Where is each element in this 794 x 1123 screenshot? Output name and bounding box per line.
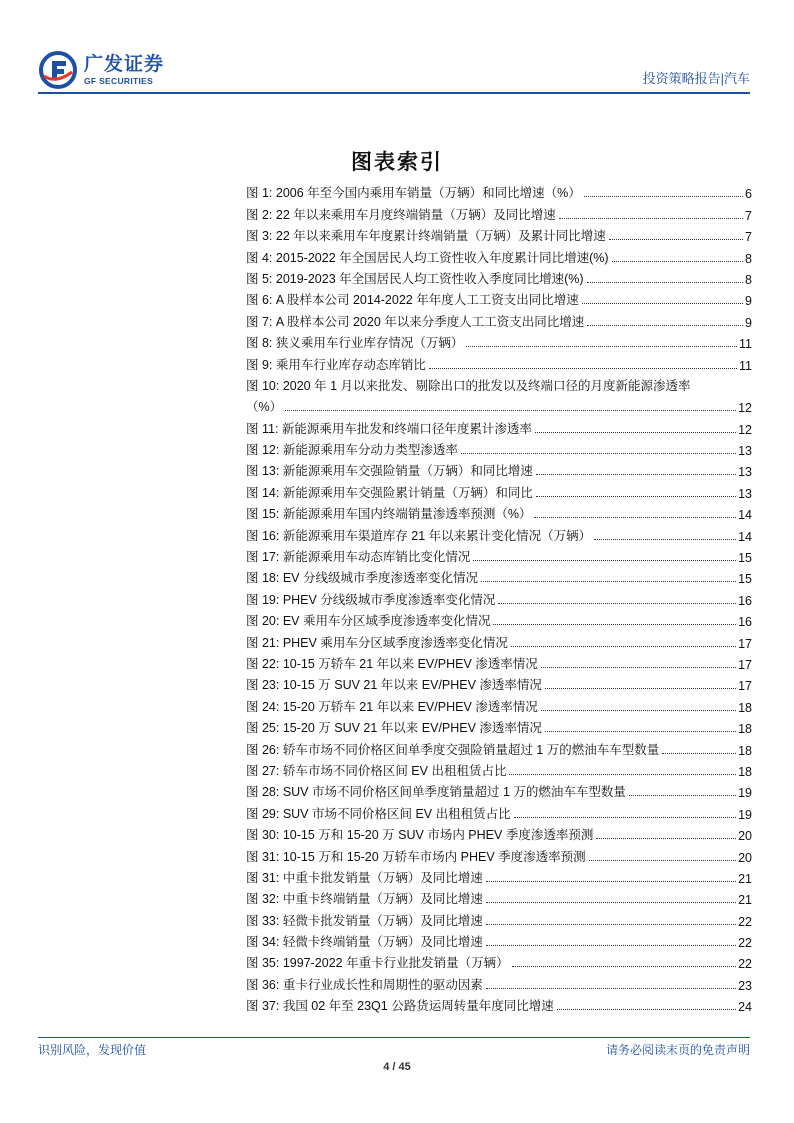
toc-entry-label: 图 24: 15-20 万轿车 21 年以来 EV/PHEV 渗透率情况 <box>246 699 538 714</box>
toc-entry-label: 图 31: 10-15 万和 15-20 万轿车市场内 PHEV 季度渗透率预测 <box>246 849 586 864</box>
toc-leader-dots <box>486 902 736 903</box>
toc-entry[interactable] <box>246 886 752 907</box>
toc-leader-dots <box>536 496 736 497</box>
toc-entry-label: 图 34: 轻微卡终端销量（万辆）及同比增速 <box>246 935 483 950</box>
brand-name-cn: 广发证券 <box>84 53 165 75</box>
toc-entry[interactable] <box>246 223 752 244</box>
toc-leader-dots <box>587 282 743 283</box>
toc-entry[interactable] <box>246 779 752 800</box>
toc-entry-label: 图 21: PHEV 乘用车分区域季度渗透率变化情况 <box>246 635 508 650</box>
toc-entry-page: 22 <box>738 936 752 951</box>
toc-leader-dots <box>481 581 736 582</box>
toc-entry-page: 13 <box>738 465 752 480</box>
toc-entry-page: 8 <box>745 272 752 287</box>
toc-entry-page: 9 <box>745 294 752 309</box>
footer-divider <box>38 1037 750 1038</box>
toc-entry-label: 图 35: 1997-2022 年重卡行业批发销量（万辆） <box>246 956 509 971</box>
toc-entry-page: 20 <box>738 829 752 844</box>
toc-entry[interactable] <box>246 715 752 736</box>
gf-logo-icon <box>38 50 78 90</box>
toc-entry[interactable] <box>246 800 752 821</box>
toc-entry-label: （%） <box>246 400 283 415</box>
toc-entry[interactable] <box>246 180 752 201</box>
toc-entry[interactable] <box>246 458 752 479</box>
toc-entry-page: 22 <box>738 914 752 929</box>
toc-entry[interactable] <box>246 201 752 222</box>
toc-leader-dots <box>589 860 736 861</box>
toc-entry-page: 23 <box>738 978 752 993</box>
toc-entry-label: 图 23: 10-15 万 SUV 21 年以来 EV/PHEV 渗透率情况 <box>246 678 542 693</box>
toc-entry-page: 7 <box>745 230 752 245</box>
toc-leader-dots <box>559 218 743 219</box>
toc-leader-dots <box>596 838 736 839</box>
toc-leader-dots <box>498 603 736 604</box>
toc-entry-label: 图 17: 新能源乘用车动态库销比变化情况 <box>246 550 471 565</box>
toc-leader-dots <box>461 453 736 454</box>
toc-entry-page: 15 <box>738 551 752 566</box>
toc-entry-page: 12 <box>738 401 752 416</box>
toc-entry[interactable] <box>246 437 752 458</box>
toc-entry-page: 13 <box>738 486 752 501</box>
toc-leader-dots <box>429 368 737 369</box>
toc-leader-dots <box>466 346 737 347</box>
toc-entry-label: 图 12: 新能源乘用车分动力类型渗透率 <box>246 443 458 458</box>
toc-entry-label: 图 5: 2019-2023 年全国居民人均工资性收入季度同比增速(%) <box>246 271 584 286</box>
toc-leader-dots <box>486 988 736 989</box>
toc-entry-label: 图 11: 新能源乘用车批发和终端口径年度累计渗透率 <box>246 421 532 436</box>
toc-leader-dots <box>512 966 737 967</box>
toc-entry-page: 19 <box>738 807 752 822</box>
toc-leader-dots <box>536 474 736 475</box>
toc-entry-page: 17 <box>738 657 752 672</box>
toc-leader-dots <box>514 817 736 818</box>
toc-leader-dots <box>609 239 743 240</box>
toc-leader-dots <box>629 795 736 796</box>
toc-entry[interactable] <box>246 394 752 415</box>
company-logo <box>38 50 164 90</box>
toc-leader-dots <box>662 753 736 754</box>
toc-entry-label: 图 36: 重卡行业成长性和周期性的驱动因素 <box>246 977 483 992</box>
page-header <box>0 0 794 100</box>
toc-entry-page: 21 <box>738 893 752 908</box>
toc-entry-label: 图 20: EV 乘用车分区域季度渗透率变化情况 <box>246 614 491 629</box>
toc-entry-label: 图 26: 轿车市场不同价格区间单季度交强险销量超过 1 万的燃油车车型数量 <box>246 742 660 757</box>
toc-entry-page: 11 <box>739 337 752 352</box>
toc-leader-dots <box>582 303 743 304</box>
toc-entry[interactable] <box>246 608 752 629</box>
footer-slogan: 识别风险，发现价值 <box>38 1043 147 1057</box>
toc-entry[interactable] <box>246 522 752 543</box>
toc-entry-label: 图 30: 10-15 万和 15-20 万 SUV 市场内 PHEV 季度渗透率预测 <box>246 828 594 843</box>
toc-entry-label: 图 33: 轻微卡批发销量（万辆）及同比增速 <box>246 913 483 928</box>
toc-entry-label: 图 14: 新能源乘用车交强险累计销量（万辆）和同比 <box>246 485 533 500</box>
toc-leader-dots <box>587 325 743 326</box>
toc-leader-dots <box>486 945 736 946</box>
brand-name-en: GF SECURITIES <box>84 75 154 86</box>
toc-entry[interactable] <box>246 373 752 394</box>
toc-entry-page: 20 <box>738 850 752 865</box>
toc-leader-dots <box>545 731 736 732</box>
toc-entry[interactable] <box>246 479 752 500</box>
toc-entry[interactable] <box>246 929 752 950</box>
toc-leader-dots <box>473 560 736 561</box>
toc-entry[interactable] <box>246 971 752 992</box>
toc-entry[interactable] <box>246 629 752 650</box>
toc-entry-page: 22 <box>738 957 752 972</box>
toc-entry[interactable] <box>246 993 752 1014</box>
toc-leader-dots <box>541 710 736 711</box>
toc-entry[interactable] <box>246 266 752 287</box>
toc-entry-label: 图 8: 狭义乘用车行业库存情况（万辆） <box>246 336 464 351</box>
toc-entry-label: 图 7: A 股样本公司 2020 年以来分季度人工工资支出同比增速 <box>246 314 585 329</box>
toc-entry-label: 图 22: 10-15 万轿车 21 年以来 EV/PHEV 渗透率情况 <box>246 656 538 671</box>
toc-entry-page: 18 <box>738 700 752 715</box>
toc-entry-label: 图 9: 乘用车行业库存动态库销比 <box>246 357 426 372</box>
toc-entry-label: 图 2: 22 年以来乘用车月度终端销量（万辆）及同比增速 <box>246 207 556 222</box>
footer-disclaimer: 请务必阅读末页的免责声明 <box>605 1043 750 1057</box>
toc-entry[interactable] <box>246 907 752 928</box>
toc-entry-page: 15 <box>738 572 752 587</box>
toc-entry-label: 图 28: SUV 市场不同价格区间单季度销量超过 1 万的燃油车车型数量 <box>246 785 626 800</box>
toc-entry[interactable] <box>246 330 752 351</box>
toc-leader-dots <box>486 881 736 882</box>
toc-leader-dots <box>511 646 736 647</box>
toc-entry-page: 9 <box>745 315 752 330</box>
toc-entry-label: 图 18: EV 分线级城市季度渗透率变化情况 <box>246 571 478 586</box>
toc-entry-page: 18 <box>738 722 752 737</box>
toc-leader-dots <box>534 517 736 518</box>
toc-entry-label: 图 31: 中重卡批发销量（万辆）及同比增速 <box>246 870 483 885</box>
toc-leader-dots <box>285 410 736 411</box>
toc-entry-page: 19 <box>738 786 752 801</box>
toc-entry[interactable] <box>246 586 752 607</box>
toc-entry-label: 图 16: 新能源乘用车渠道库存 21 年以来累计变化情况（万辆） <box>246 528 592 543</box>
toc-entry-label: 图 19: PHEV 分线级城市季度渗透率变化情况 <box>246 592 496 607</box>
toc-leader-dots <box>612 261 743 262</box>
toc-leader-dots <box>557 1009 736 1010</box>
page-number: 4 / 45 <box>383 1061 411 1073</box>
toc-entry[interactable] <box>246 693 752 714</box>
toc-entry[interactable] <box>246 672 752 693</box>
toc-entry-page: 16 <box>738 615 752 630</box>
toc-entry-label: 图 13: 新能源乘用车交强险销量（万辆）和同比增速 <box>246 464 533 479</box>
toc-entry-page: 14 <box>738 508 752 523</box>
toc-entry-page: 14 <box>738 529 752 544</box>
toc-entry[interactable] <box>246 736 752 757</box>
toc-entry-page: 18 <box>738 764 752 779</box>
toc-leader-dots <box>493 624 736 625</box>
toc-entry-label: 图 15: 新能源乘用车国内终端销量渗透率预测（%） <box>246 507 532 522</box>
toc-entry-page: 11 <box>739 358 752 373</box>
toc-entry-label: 图 1: 2006 年至今国内乘用车销量（万辆）和同比增速（%） <box>246 186 581 201</box>
page-title: 图表索引 <box>351 150 443 174</box>
toc-entry-page: 18 <box>738 743 752 758</box>
toc-leader-dots <box>545 688 736 689</box>
report-type: 投资策略报告|汽车 <box>642 71 750 86</box>
toc-entry[interactable] <box>246 351 752 372</box>
toc-entry-label: 图 6: A 股样本公司 2014-2022 年年度人工工资支出同比增速 <box>246 293 579 308</box>
toc-entry-label: 图 37: 我国 02 年至 23Q1 公路货运周转量年度同比增速 <box>246 999 554 1014</box>
toc-leader-dots <box>541 667 736 668</box>
toc-entry-page: 7 <box>745 208 752 223</box>
toc-entry[interactable] <box>246 415 752 436</box>
toc-entry-page: 16 <box>738 593 752 608</box>
toc-entry-label: 图 29: SUV 市场不同价格区间 EV 出租租赁占比 <box>246 806 511 821</box>
toc-entry-label: 图 32: 中重卡终端销量（万辆）及同比增速 <box>246 892 483 907</box>
toc-entry-page: 8 <box>745 251 752 266</box>
toc-entry-page: 24 <box>738 1000 752 1015</box>
toc-entry-label: 图 10: 2020 年 1 月以来批发、剔除出口的批发以及终端口径的月度新能源渗透率 <box>246 378 691 393</box>
header-divider <box>38 92 750 94</box>
toc-entry[interactable] <box>246 501 752 522</box>
toc-entry-label: 图 25: 15-20 万 SUV 21 年以来 EV/PHEV 渗透率情况 <box>246 721 542 736</box>
toc-entry-label: 图 3: 22 年以来乘用车年度累计终端销量（万辆）及累计同比增速 <box>246 229 606 244</box>
toc-entry[interactable] <box>246 950 752 971</box>
toc-entry[interactable] <box>246 287 752 308</box>
toc-entry[interactable] <box>246 244 752 265</box>
toc-leader-dots <box>486 924 736 925</box>
toc-entry-page: 17 <box>738 679 752 694</box>
toc-entry[interactable] <box>246 865 752 886</box>
toc-entry[interactable] <box>246 651 752 672</box>
toc-entry[interactable] <box>246 758 752 779</box>
toc-leader-dots <box>535 432 736 433</box>
toc-entry[interactable] <box>246 843 752 864</box>
toc-entry-page: 21 <box>738 871 752 886</box>
toc-entry-page: 17 <box>738 636 752 651</box>
figure-index-list <box>246 180 752 1014</box>
toc-leader-dots <box>584 196 743 197</box>
toc-entry-page: 12 <box>738 422 752 437</box>
toc-entry-page: 6 <box>745 187 752 202</box>
toc-entry-page: 13 <box>738 444 752 459</box>
toc-entry-label: 图 4: 2015-2022 年全国居民人均工资性收入年度累计同比增速(%) <box>246 250 609 265</box>
toc-entry[interactable] <box>246 822 752 843</box>
toc-entry[interactable] <box>246 544 752 565</box>
toc-entry[interactable] <box>246 565 752 586</box>
toc-entry[interactable] <box>246 308 752 329</box>
toc-leader-dots <box>594 539 736 540</box>
toc-leader-dots <box>509 774 736 775</box>
toc-entry-label: 图 27: 轿车市场不同价格区间 EV 出租租赁占比 <box>246 763 507 778</box>
